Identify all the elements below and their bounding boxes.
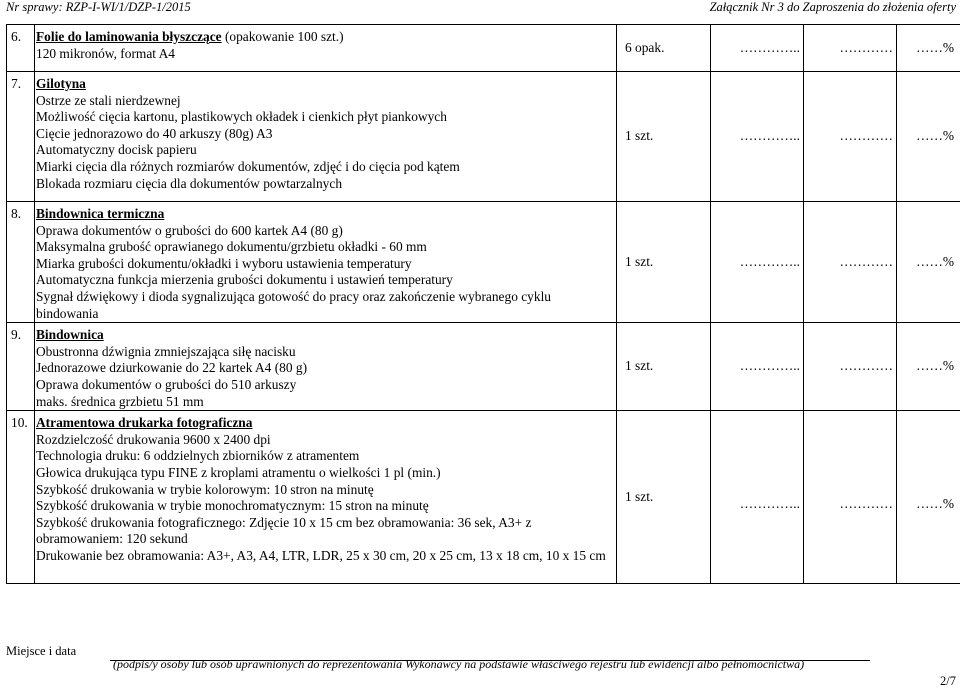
spec-line: Technologia druku: 6 oddzielnych zbiorników z atramentem: [36, 448, 360, 464]
vat-cell: [897, 411, 960, 584]
price-placeholder: …………..: [739, 495, 800, 511]
value-placeholder: …………: [839, 253, 893, 269]
item-number-cell: [7, 202, 35, 323]
value-placeholder: …………: [839, 358, 893, 374]
item-number: 10.: [11, 415, 28, 431]
item-title: Atramentowa drukarka fotograficzna: [36, 415, 253, 431]
item-title: Gilotyna: [36, 76, 86, 91]
table-row: [7, 25, 960, 72]
spec-line: Oprawa dokumentów o grubości do 510 arkuszy: [36, 376, 297, 392]
price-placeholder: …………..: [739, 358, 800, 374]
net-price-cell: [711, 323, 804, 411]
item-description-cell: [35, 72, 617, 202]
spec-line: Oprawa dokumentów o grubości do 600 kartek A4 (80 g): [36, 222, 343, 238]
spec-line: Szybkość drukowania fotograficznego: Zdjęcie 10 x 15 cm bez obramowania: 36 sek, A3+ z obramowaniem: 120 sekund: [36, 514, 532, 547]
vat-cell: [897, 202, 960, 323]
net-price-cell: [711, 72, 804, 202]
quantity-cell: [617, 411, 711, 584]
spec-line: Drukowanie bez obramowania: A3+, A3, A4, LTR, LDR, 25 x 30 cm, 20 x 25 cm, 13 x 18 cm, 10 x 15 cm: [36, 547, 606, 563]
spec-line: Automatyczny docisk papieru: [36, 142, 197, 158]
spec-line: Maksymalna grubość oprawianego dokumentu/grzbietu okładki - 60 mm: [36, 239, 427, 255]
spec-line: Ostrze ze stali nierdzewnej: [36, 92, 181, 108]
net-value-cell: [804, 72, 897, 202]
item-number: 9.: [11, 327, 22, 343]
item-number: 7.: [11, 76, 22, 91]
quantity: 6 opak.: [625, 39, 665, 55]
attachment-label: Załącznik Nr 3 do Zaproszenia do złożenia oferty: [709, 0, 956, 14]
item-description-cell: [35, 323, 617, 411]
items-table: [6, 24, 960, 584]
item-note: (opakowanie 100 szt.): [221, 29, 344, 44]
quantity: 1 szt.: [625, 358, 654, 374]
vat-placeholder: ……%: [916, 358, 954, 374]
item-number-cell: [7, 72, 35, 202]
table-row: [7, 411, 960, 584]
price-placeholder: …………..: [739, 253, 800, 269]
item-number: 6.: [11, 29, 22, 44]
quantity: 1 szt.: [625, 128, 654, 144]
quantity: 1 szt.: [625, 488, 654, 504]
vat-placeholder: ……%: [916, 495, 954, 511]
item-description-cell: [35, 202, 617, 323]
spec-line: Sygnał dźwiękowy i dioda sygnalizująca gotowość do pracy oraz zakończenie wybranego cyklu bindowania: [36, 288, 551, 321]
page-header: [0, 0, 960, 16]
net-value-cell: [804, 411, 897, 584]
net-value-cell: [804, 202, 897, 323]
table-row: [7, 72, 960, 202]
table-row: [7, 202, 960, 323]
spec-line: Głowica drukująca typu FINE z kroplami atramentu o wielkości 1 pl (min.): [36, 464, 441, 480]
place-and-date-label: Miejsce i data: [6, 644, 77, 658]
price-placeholder: …………..: [739, 39, 800, 55]
vat-placeholder: ……%: [916, 128, 954, 144]
vat-cell: [897, 25, 960, 72]
quantity-cell: [617, 202, 711, 323]
spec-line: Rozdzielczość drukowania 9600 x 2400 dpi: [36, 431, 271, 447]
quantity-cell: [617, 25, 711, 72]
value-placeholder: …………: [839, 128, 893, 144]
item-number-cell: [7, 25, 35, 72]
net-value-cell: [804, 323, 897, 411]
spec-line: 120 mikronów, format A4: [36, 45, 175, 61]
spec-line: Szybkość drukowania w trybie kolorowym: 10 stron na minutę: [36, 481, 374, 497]
table-row: [7, 323, 960, 411]
spec-line: Cięcie jednorazowo do 40 arkuszy (80g) A3: [36, 125, 273, 141]
item-title: Bindownica: [36, 327, 104, 343]
vat-cell: [897, 72, 960, 202]
spec-line: maks. średnica grzbietu 51 mm: [36, 393, 204, 409]
item-description-cell: [35, 411, 617, 584]
vat-placeholder: ……%: [916, 253, 954, 269]
item-number-cell: [7, 411, 35, 584]
quantity: 1 szt.: [625, 253, 654, 269]
net-price-cell: [711, 202, 804, 323]
item-number-cell: [7, 323, 35, 411]
item-title: Folie do laminowania błyszczące: [36, 29, 222, 44]
signature-caption: (podpis/y osoby lub osób uprawnionych do reprezentowania Wykonawcy na podstawie właściwego rejestru lub ewidencji albo pełnomocnictwa): [113, 657, 805, 671]
spec-line: Szybkość drukowania w trybie monochromatycznym: 15 stron na minutę: [36, 498, 429, 514]
spec-line: Jednorazowe dziurkowanie do 22 kartek A4 (80 g): [36, 360, 308, 376]
vat-placeholder: ……%: [916, 39, 954, 55]
item-description-cell: [35, 25, 617, 72]
net-price-cell: [711, 25, 804, 72]
value-placeholder: …………: [839, 39, 893, 55]
price-placeholder: …………..: [739, 128, 800, 144]
spec-line: Blokada rozmiaru cięcia dla dokumentów powtarzalnych: [36, 175, 343, 191]
page-number: 2/7: [940, 674, 956, 688]
value-placeholder: …………: [839, 495, 893, 511]
quantity-cell: [617, 323, 711, 411]
item-title: Bindownica termiczna: [36, 206, 165, 221]
net-value-cell: [804, 25, 897, 72]
quantity-cell: [617, 72, 711, 202]
spec-line: Możliwość cięcia kartonu, plastikowych okładek i cienkich płyt piankowych: [36, 109, 447, 125]
spec-line: Obustronna dźwignia zmniejszająca siłę nacisku: [36, 343, 296, 359]
spec-line: Miarka grubości dokumentu/okładki i wyboru ustawienia temperatury: [36, 255, 412, 271]
case-number: Nr sprawy: RZP-I-WI/1/DZP-1/2015: [6, 0, 191, 14]
net-price-cell: [711, 411, 804, 584]
item-number: 8.: [11, 206, 22, 221]
spec-line: Miarki cięcia dla różnych rozmiarów dokumentów, zdjęć i do cięcia pod kątem: [36, 158, 460, 174]
vat-cell: [897, 323, 960, 411]
spec-line: Automatyczna funkcja mierzenia grubości dokumentu i ustawień temperatury: [36, 272, 453, 288]
